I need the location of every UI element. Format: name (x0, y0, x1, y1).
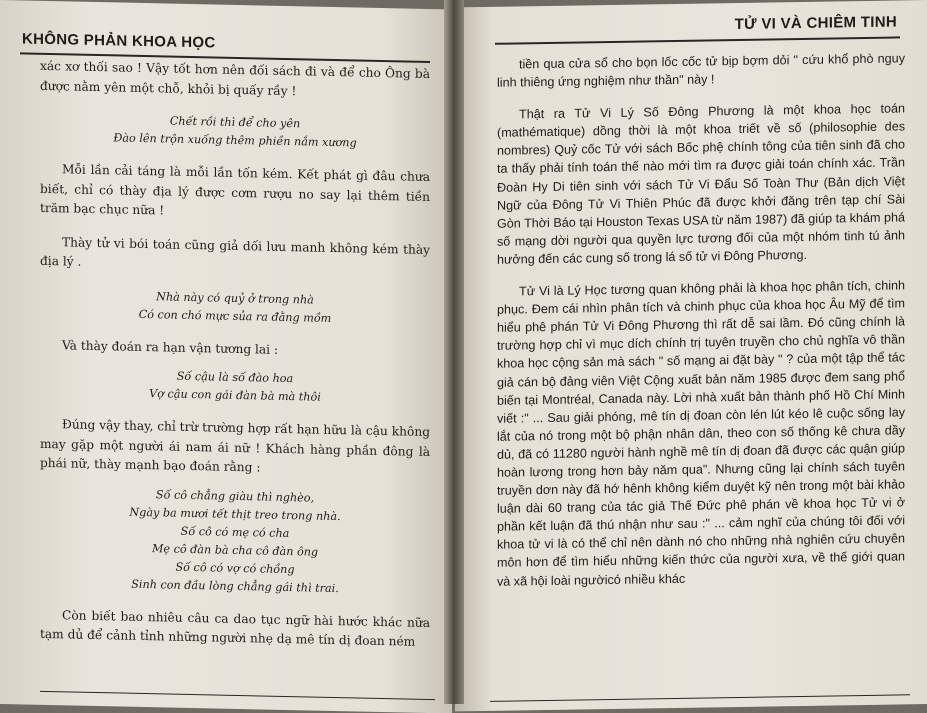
verse-line: Đào lên trộn xuống thêm phiền nắm xương (113, 131, 357, 150)
left-page-header: KHÔNG PHẢN KHOA HỌC (22, 30, 216, 52)
paragraph: Đúng vậy thay, chỉ trừ trường hợp rất hạn hữu là cậu không may gặp một người ái nam ái nữ ! Khách hàng phần đông là phái nữ, thày mạnh bạo đoán rằng : (40, 417, 430, 475)
left-page-body (40, 57, 430, 653)
right-footer-rule (490, 694, 910, 702)
verse-line: Số cô chẳng giàu thì nghèo, (155, 487, 315, 505)
verse-line: Chết rồi thì để cho yên (169, 114, 301, 131)
paragraph: Tử Vi là Lý Học tương quan không phải là khoa học phân tích, chinh phục. Đem cái nhìn phân tích và chinh phục của khoa học Âu Mỹ để tìm hiểu phê phán Tử Vi Đông Phương thì rất dễ sai lầm. Đó cũng chính là trường hợp chỉ vì mục dích chính trị tuyên truyền cho chủ nghĩa vô thần khoa học cộng sản mà sách " số mạng ai đặt bày " ? của một tập thể tác giả cán bộ đảng viên Việt Cộng xuất bản năm 1985 được đem sang phổ biến tại Montréal, Canada này. Lời nhà xuất bản thành phố Hồ Chí Minh viết :" ... Sau giải phóng, mê tín dị đoan còn lén lút kéo lê cuộc sống lay lắt của nó trong một bộ phận nhân dân, theo con số thống kê chưa dầy dủ, đã có 11280 người hành nghề mê tín dị đoan đã được các quận giúp hoàn lương trong hơn bảy năm qua". Nhưng cũng lại chính sách tuyên truyền dơn này đã hớ hênh không kiểm duyệt kỹ nên trong một bài khảo luận dài 60 trang của tác giả Thế Đức phê phán về khoa học Tử vi ở phần kết luận đã thú nhận như sau :" ... cảm nghĩ của chúng tôi đối với khoa tử vi là có thể chỉ nên dành nó cho những nhà nghiên cứu chuyên môn hơn để tìm hiểu những kiến thức của người xưa, về thế giới quan và xã hội loài ngườicó nhiều khác (497, 278, 905, 589)
left-footer-rule (40, 691, 435, 700)
right-page-header: TỬ VI VÀ CHIÊM TINH (734, 13, 897, 34)
verse-line: Ngày ba mươi tết thịt treo trong nhà. (129, 505, 341, 523)
paragraph: Và thày đoán ra hạn vận tương lai : (62, 337, 279, 357)
left-page (0, 0, 452, 713)
paragraph: Mỗi lần cải táng là mỗi lần tốn kém. Kết phát gì đâu chưa biết, chỉ có thày địa lý được cơm rượu no say lại thêm tiền trăm bạc chục nữa ! (40, 162, 430, 218)
paragraph: xác xơ thối sao ! Vậy tốt hơn nên đối sách đi và để cho Ông bà được nằm yên một chỗ, khỏi bị quấy rầy ! (40, 58, 430, 98)
right-header-rule (495, 36, 900, 44)
right-page-body (497, 49, 905, 590)
verse-line: Số cậu là số đào hoa (176, 369, 294, 386)
verse-line: Sinh con đầu lòng chẳng gái thì trai. (131, 577, 339, 595)
paragraph: Thày tử vi bói toán cũng giả dối lưu manh không kém thày địa lý . (40, 234, 430, 269)
verse-line: Mẹ cô đàn bà cha cô đàn ông (151, 541, 319, 559)
paragraph: Thật ra Tử Vi Lý Số Đông Phương là một khoa học toán (mathématique) dồng thời là một khoa triết về số (philosophie des nombres) Quỷ cốc Tử với sách Bốc phệ chính tông của tiên sinh đã cho ta thấy phải tính toán thế nào mới tìm ra được giải toán chính xác. Trần Đoàn Hy Di tiên sinh với sách Tử Vi Đẩu Số Toàn Thư (Bản dịch Việt Ngữ của Đông Tử Vi Thiên Phúc đã được khởi đăng trên tạp chí Sài Gòn Thời Báo tại Houston Texas USA từ năm 1987) đã giúp ta khám phá số mạng dời người qua quyền lực tương đối của một nhóm tinh tú ảnh hưởng đến các cung số trong lá số tử vi Đông Phương. (497, 101, 905, 267)
book-gutter (444, 0, 464, 704)
paragraph: Còn biết bao nhiêu câu ca dao tục ngữ hài hước khác nữa tạm dủ để cảnh tỉnh những người nhẹ dạ mê tín dị đoan ném (40, 607, 430, 649)
verse-line: Nhà này có quỷ ở trong nhà (156, 289, 314, 307)
verse-line: Vợ cậu con gái đàn bà mà thôi (149, 387, 321, 404)
verse-line: Số cô có vợ có chồng (175, 560, 295, 576)
right-page (455, 0, 927, 711)
paragraph: tiền qua cửa sổ cho bọn lốc cốc tử bịp bợm dỏi " cứu khổ phò nguy linh thiêng ứng nghiệm như thần" này ! (497, 51, 905, 90)
verse-line: Số cô có mẹ có cha (180, 524, 290, 540)
verse-line: Có con chó mực sủa ra đằng mồm (138, 307, 332, 325)
